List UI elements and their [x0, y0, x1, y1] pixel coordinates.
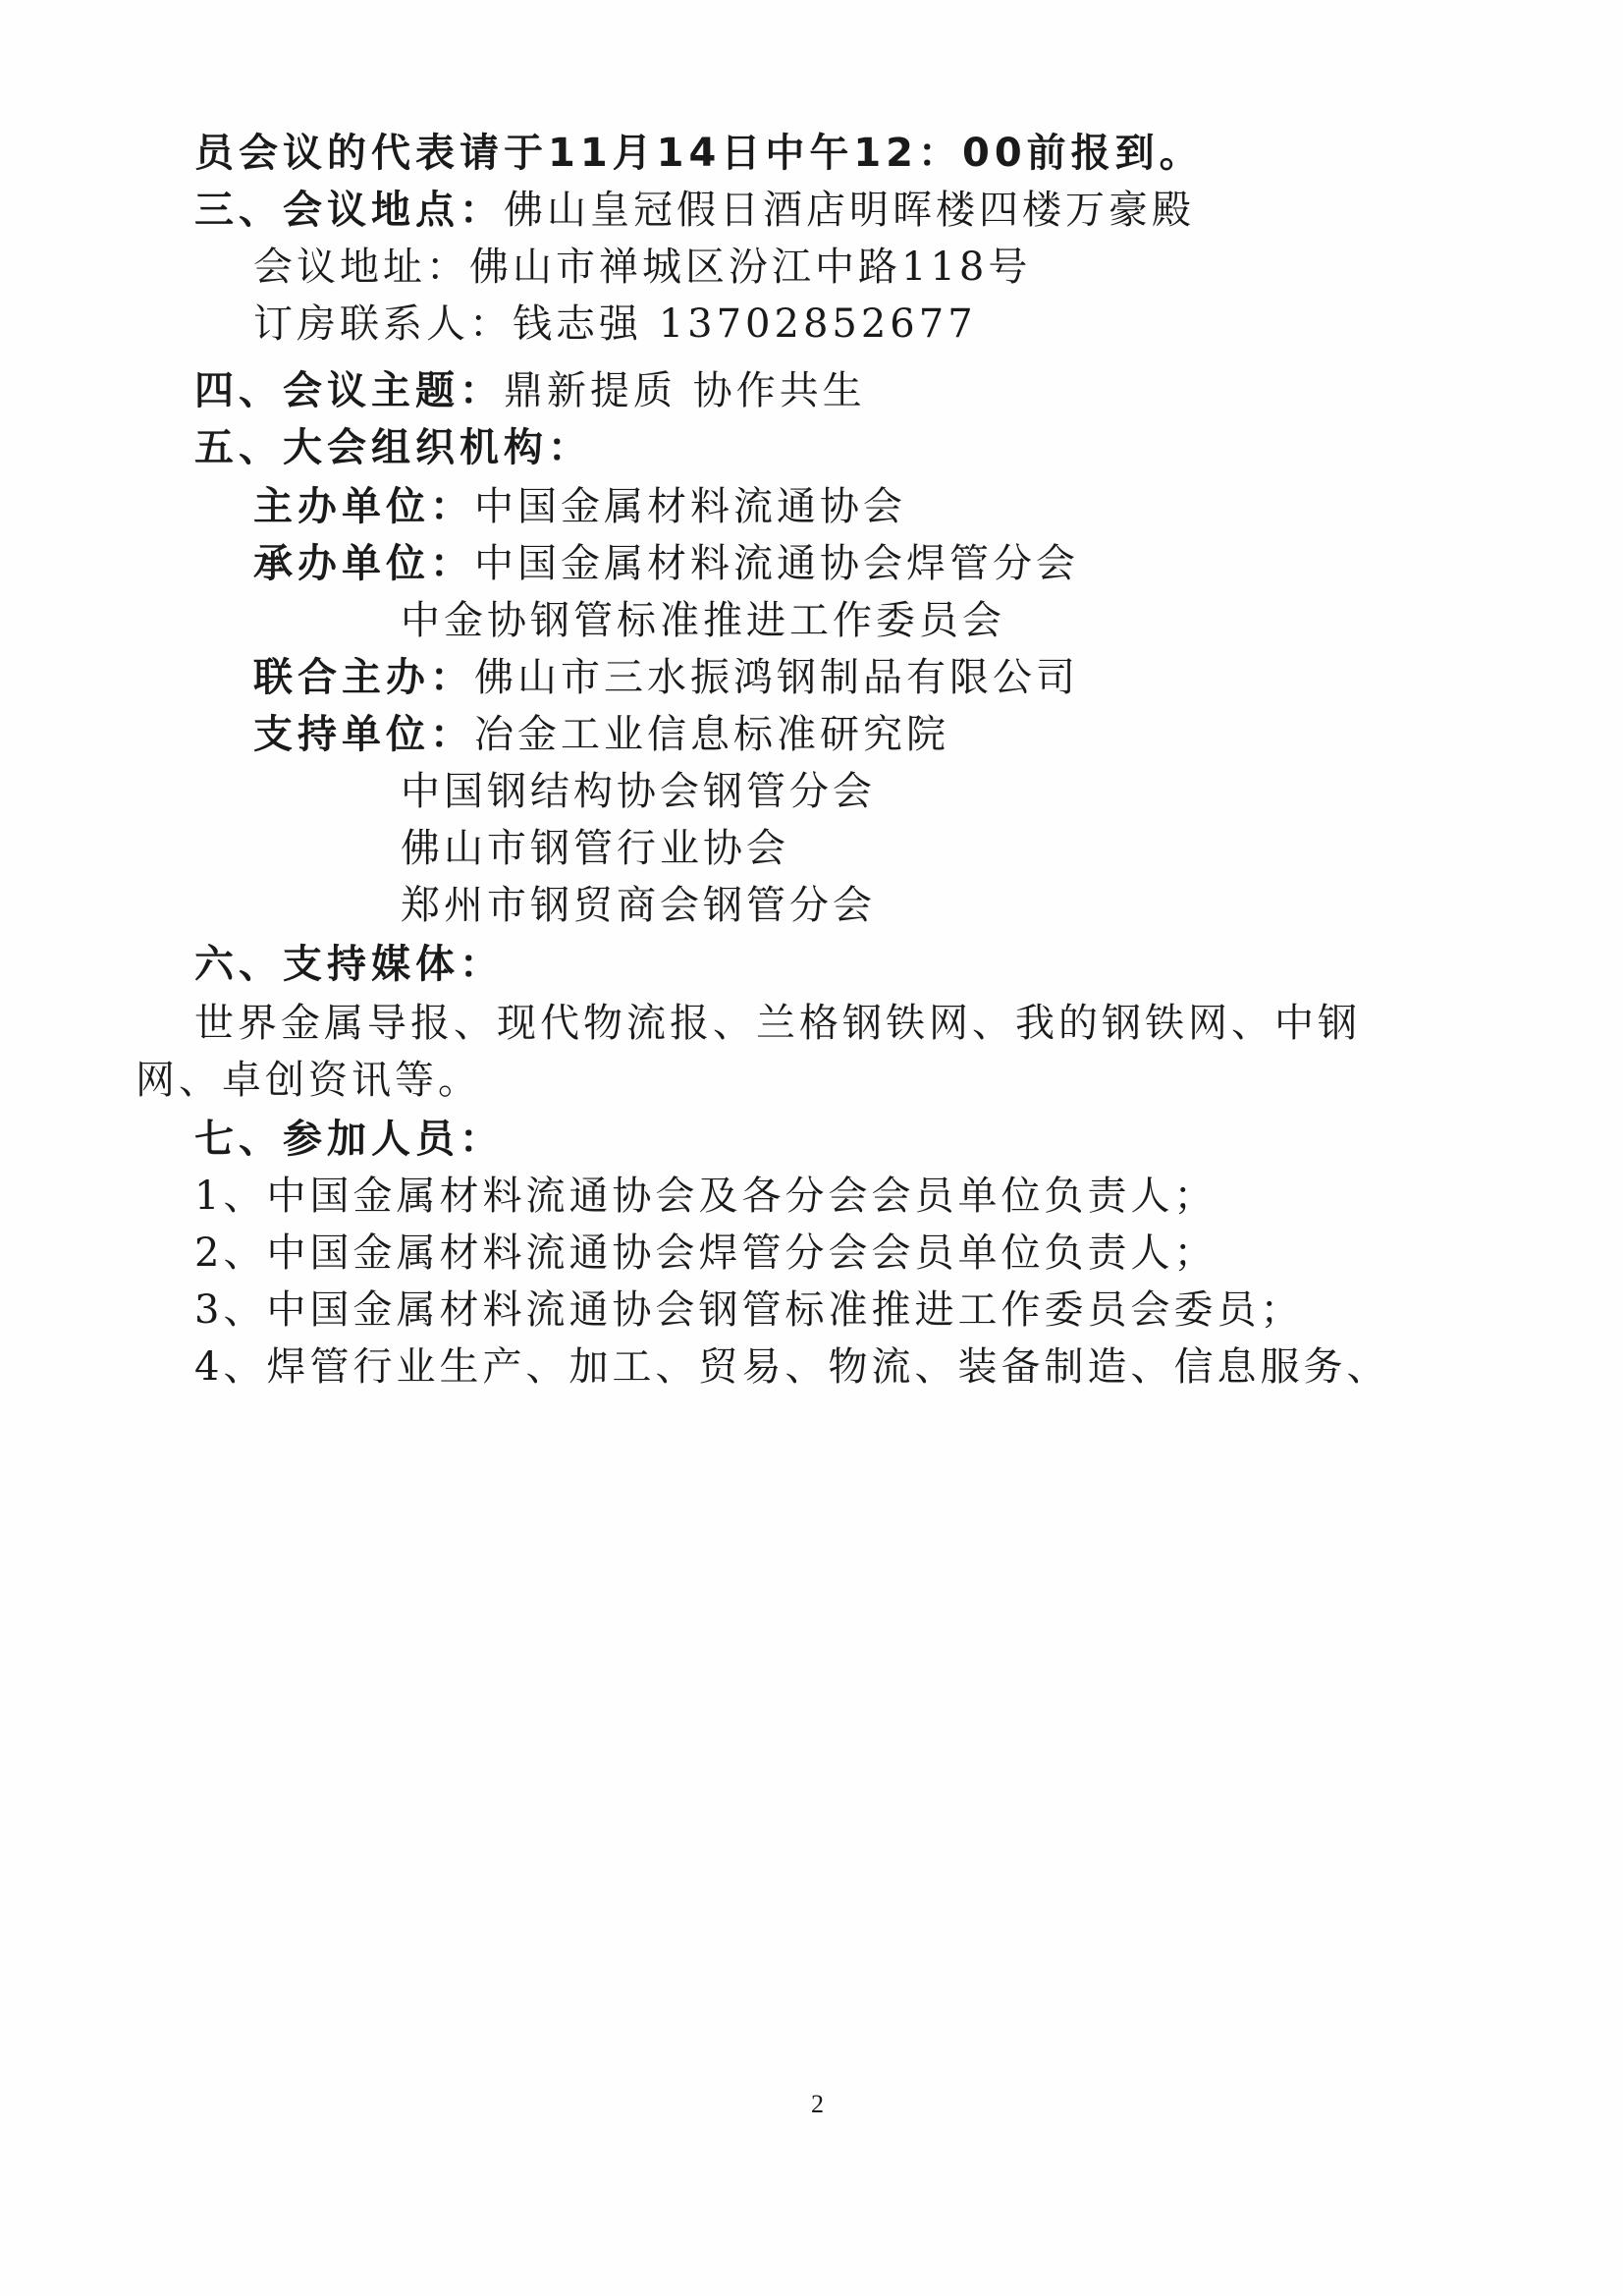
venue-value: 佛山皇冠假日酒店明晖楼四楼万豪殿 — [504, 188, 1195, 233]
support-value-4: 郑州市钢贸商会钢管分会 — [401, 883, 876, 928]
media-text-2: 网、卓创资讯等。 — [135, 1058, 481, 1103]
cohost-label: 联合主办： — [253, 655, 474, 700]
support-label: 支持单位： — [253, 712, 474, 757]
section-5-heading: 五、大会组织机构： — [194, 425, 592, 470]
theme-line — [194, 365, 866, 416]
support-value-2: 中国钢结构协会钢管分会 — [401, 769, 876, 814]
organizer-value-2: 中金协钢管标准推进工作委员会 — [401, 598, 1005, 643]
page-number: 2 — [811, 2090, 824, 2118]
venue-address: 会议地址：佛山市禅城区汾江中路118号 — [253, 245, 1032, 290]
booking-contact: 订房联系人：钱志强 13702852677 — [253, 301, 977, 347]
support-value-1: 冶金工业信息标准研究院 — [474, 712, 949, 757]
venue-line — [194, 185, 1195, 236]
cohost-line — [253, 652, 1079, 703]
organizer-label: 承办单位： — [253, 541, 474, 586]
organizer-value-1: 中国金属材料流通协会焊管分会 — [474, 541, 1079, 586]
section-3-heading: 三、会议地点： — [194, 188, 504, 233]
participant-item-1: 1、中国金属材料流通协会及各分会会员单位负责人； — [194, 1174, 1217, 1219]
organizer-line — [253, 538, 1079, 589]
participant-item-4: 4、焊管行业生产、加工、贸易、物流、装备制造、信息服务、 — [194, 1344, 1390, 1390]
section-4-heading: 四、会议主题： — [194, 368, 504, 413]
participant-item-2: 2、中国金属材料流通协会焊管分会会员单位负责人； — [194, 1230, 1217, 1276]
support-line — [253, 709, 949, 760]
section-6-heading: 六、支持媒体： — [194, 942, 504, 987]
arrival-notice-line: 员会议的代表请于11月14日中午12：00前报到。 — [194, 131, 1204, 176]
support-value-3: 佛山市钢管行业协会 — [401, 826, 789, 871]
cohost-value: 佛山市三水振鸿钢制品有限公司 — [474, 655, 1079, 700]
theme-value: 鼎新提质 协作共生 — [504, 368, 866, 413]
media-text-1: 世界金属导报、现代物流报、兰格钢铁网、我的钢铁网、中钢 — [194, 1001, 1361, 1046]
host-label: 主办单位： — [253, 484, 474, 529]
participant-item-3: 3、中国金属材料流通协会钢管标准推进工作委员会委员； — [194, 1287, 1304, 1333]
section-7-heading: 七、参加人员： — [194, 1117, 504, 1162]
host-line — [253, 481, 906, 532]
host-value: 中国金属材料流通协会 — [474, 484, 906, 529]
